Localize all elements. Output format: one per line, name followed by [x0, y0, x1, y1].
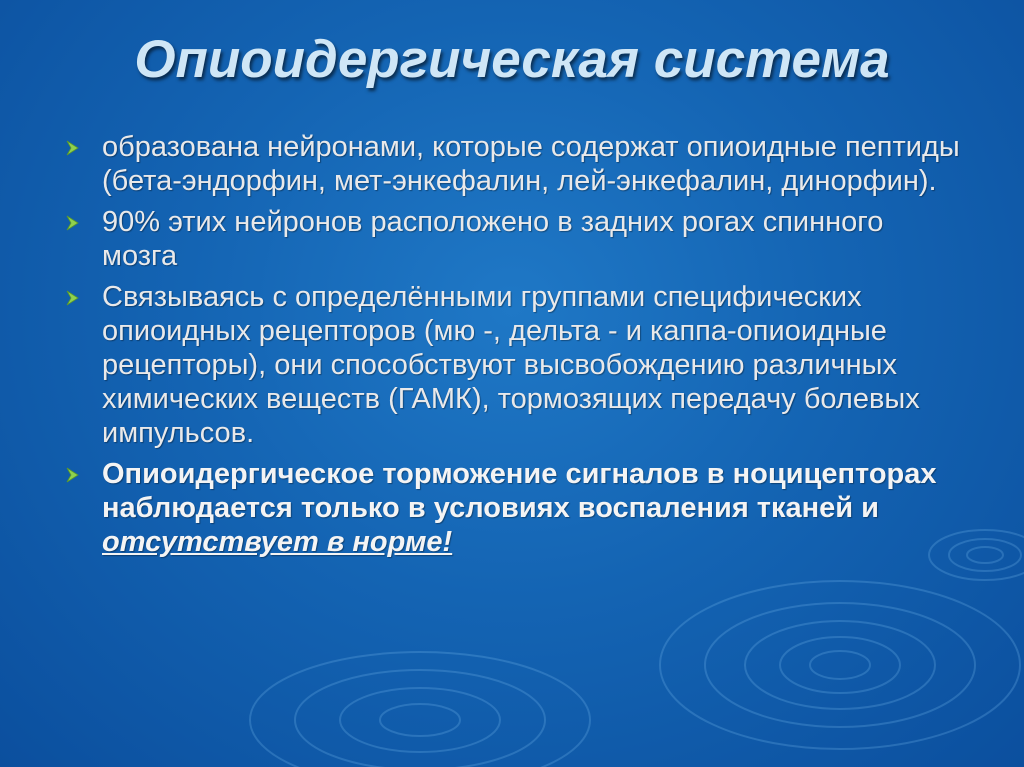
bullet-text: 90% этих нейронов расположено в задних рогах спинного мозга	[102, 206, 884, 272]
arrow-bullet-icon	[66, 467, 80, 483]
arrow-bullet-icon	[66, 140, 80, 156]
emphasis-text: отсутствует в норме!	[102, 526, 453, 558]
bullet-item-bold	[60, 457, 965, 559]
bullet-text: Связываясь с определёнными группами специфических опиоидных рецепторов (мю -, дельта - и каппа-опиоидные рецепторы), они способствуют высвобождению различных химических веществ (ГАМК), тормозящих передачу болевых импульсов.	[102, 281, 920, 449]
bullet-text: образована нейронами, которые содержат опиоидные пептиды (бета-эндорфин, мет-энкефалин, лей-энкефалин, динорфин).	[102, 131, 960, 197]
bullet-list	[60, 130, 965, 566]
bullet-item	[60, 130, 965, 198]
bullet-item	[60, 205, 965, 273]
bullet-text-bold	[102, 457, 965, 559]
slide-title: Опиоидергическая система	[134, 30, 890, 89]
arrow-bullet-icon	[66, 290, 80, 306]
bullet-text-main: Опиоидергическое торможение сигналов в ноцицепторах наблюдается только в условиях воспаления тканей и	[102, 458, 937, 524]
arrow-bullet-icon	[66, 215, 80, 231]
bullet-item	[60, 280, 965, 450]
